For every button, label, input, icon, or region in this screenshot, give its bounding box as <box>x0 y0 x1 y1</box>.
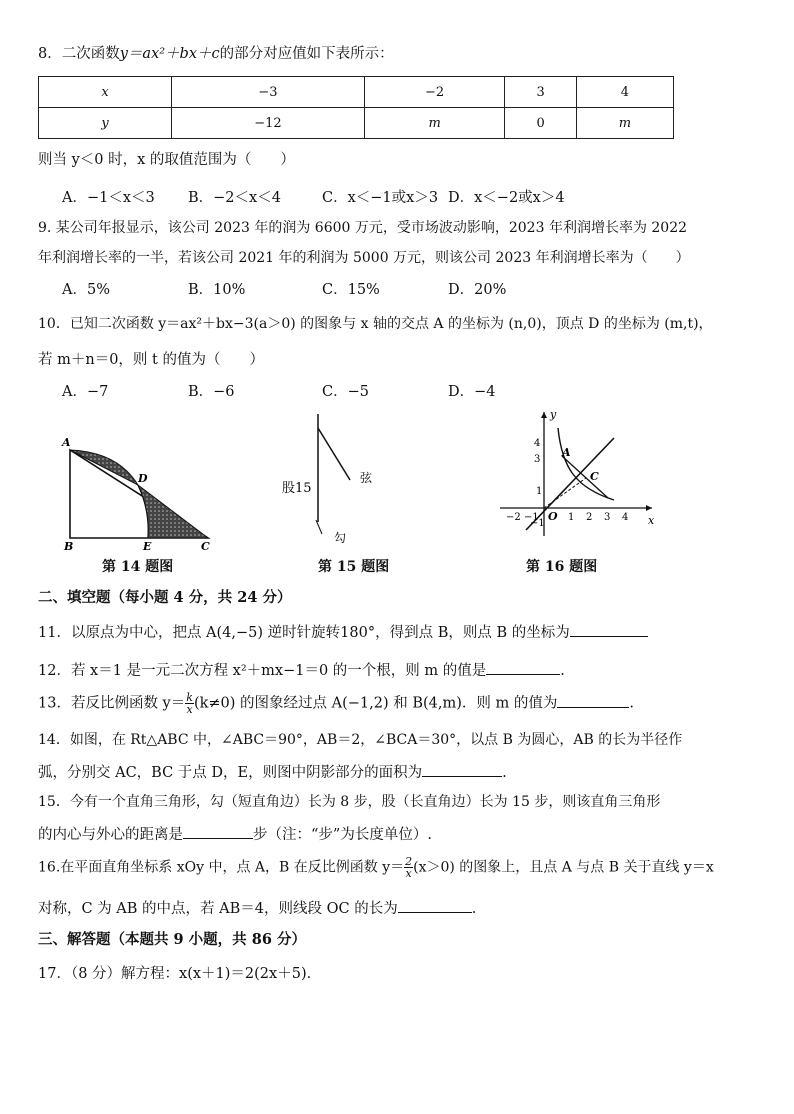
fig15-caption: 第 15 题图 <box>318 559 390 575</box>
q11-answer-blank[interactable] <box>570 622 648 637</box>
label-b: B <box>64 540 74 550</box>
q15-line1: 15．今有一个直角三角形，勾（短直角边）长为 8 步，股（长直角边）长为 15 步，则该直角三角形 <box>38 794 661 810</box>
fig16-caption: 第 16 题图 <box>526 559 598 575</box>
table-cell: 0 <box>505 108 576 139</box>
q12 <box>38 660 565 681</box>
label-x: x <box>648 514 655 527</box>
q14-line1: 14．如图，在 Rt△ABC 中，∠ABC＝90°，AB＝2，∠BCA＝30°，以点 B 为圆心，AB 的长为半径作 <box>38 732 683 748</box>
tick-y-3: 3 <box>534 454 541 465</box>
section-3-title: 三、解答题（本题共 9 小题，共 86 分） <box>38 931 306 948</box>
table-cell: −12 <box>172 108 365 139</box>
table-cell: x <box>39 77 172 108</box>
q9-option-d: D．20% <box>448 282 507 298</box>
tick-y-1: 1 <box>536 486 543 497</box>
shaded-region-top <box>70 450 138 485</box>
q10-option-a: A．−7 <box>62 384 109 400</box>
q9-option-c: C．15% <box>322 282 380 298</box>
q15-line2 <box>38 824 432 845</box>
label-d: D <box>138 472 148 485</box>
q9-option-a: A．5% <box>62 282 110 298</box>
fraction-denominator: x <box>186 703 193 716</box>
table-row <box>39 108 674 139</box>
q13 <box>38 692 634 715</box>
tick-x-4: 4 <box>622 512 629 523</box>
hyperbola-curve <box>558 428 614 500</box>
y-axis-arrow-icon <box>541 412 547 418</box>
q11 <box>38 622 648 643</box>
q8-stem-text-2: 的部分对应值如下表所示： <box>219 46 394 62</box>
label-gou: 勾 <box>334 531 347 545</box>
q8-option-c: C．x＜−1或x＞3 <box>322 190 439 206</box>
q13-fraction <box>185 692 194 715</box>
table-row <box>39 77 674 108</box>
q16-line2 <box>38 898 476 919</box>
table-cell: m <box>364 108 505 139</box>
label-a: A <box>62 436 71 449</box>
fig14-caption: 第 14 题图 <box>102 559 174 575</box>
segment-ab <box>562 456 608 498</box>
figure-14 <box>58 430 218 550</box>
q16-text-3: 对称，C 为 AB 的中点，若 AB＝4，则线段 OC 的长为 <box>38 901 398 917</box>
table-cell: y <box>39 108 172 139</box>
table-cell: m <box>576 108 673 139</box>
table-cell: 4 <box>576 77 673 108</box>
q8-question: 则当 y＜0 时，x 的取值范围为（ ） <box>38 152 295 168</box>
label-e: E <box>143 540 152 550</box>
figure-16 <box>496 408 660 538</box>
table-cell: −2 <box>364 77 505 108</box>
tick-y-4: 4 <box>534 438 541 449</box>
fraction-denominator: x <box>405 867 412 880</box>
q9-line1: 9. 某公司年报显示，该公司 2023 年的润为 6600 万元，受市场波动影响，2023 年利润增长率为 2022 <box>38 220 688 236</box>
q11-text: 11．以原点为中心，把点 A(4,−5) 逆时针旋转180°，得到点 B，则点 B 的坐标为 <box>38 625 570 641</box>
hypotenuse <box>318 428 350 480</box>
q10-line2: 若 m＋n＝0，则 t 的值为（ ） <box>38 352 264 368</box>
tick-x-neg2: −2 <box>506 512 521 523</box>
tick-x-1: 1 <box>568 512 575 523</box>
q12-text: 12．若 x＝1 是一元二次方程 x²＋mx−1＝0 的一个根，则 m 的值是 <box>38 663 487 679</box>
label-o: O <box>548 510 558 523</box>
q8-table <box>38 76 674 139</box>
q8-option-a: A．−1＜x＜3 <box>62 190 155 206</box>
tick-x-3: 3 <box>604 512 611 523</box>
q15-text: 的内心与外心的距离是 <box>38 827 183 843</box>
q16-period: . <box>471 901 477 917</box>
tick-x-2: 2 <box>586 512 593 523</box>
label-c: C <box>590 470 599 483</box>
tick-y-neg1: −1 <box>530 518 545 529</box>
x-axis-arrow-icon <box>646 505 652 511</box>
q16-text-2: (x＞0) 的图象上，且点 A 与点 B 关于直线 y＝x <box>413 859 714 876</box>
q9-option-b: B．10% <box>188 282 246 298</box>
q14-text: 弧，分别交 AC，BC 于点 D，E，则图中阴影部分的面积为 <box>38 765 423 781</box>
q13-answer-blank[interactable] <box>557 693 629 708</box>
q14-line2 <box>38 762 507 783</box>
bottom-tick <box>316 520 322 534</box>
q16-fraction <box>404 856 413 879</box>
figure-15 <box>278 410 388 550</box>
label-gu: 股15 <box>282 481 312 496</box>
q15-text-2: 步（注：“步”为长度单位）. <box>253 827 432 843</box>
q14-answer-blank[interactable] <box>422 762 502 777</box>
q10-option-c: C．−5 <box>322 384 369 400</box>
q17: 17．（8 分）解方程：x(x＋1)＝2(2x＋5)． <box>38 966 322 982</box>
shaded-region-bottom <box>138 485 208 538</box>
q16-answer-blank[interactable] <box>398 898 472 913</box>
q15-answer-blank[interactable] <box>183 824 253 839</box>
q13-text: 13．若反比例函数 y＝ <box>38 695 186 712</box>
fraction-numerator: k <box>186 691 193 704</box>
q10-option-b: B．−6 <box>188 384 235 400</box>
q8-option-b: B．−2＜x＜4 <box>188 190 281 206</box>
q13-text-2: (k≠0) 的图象经过点 A(−1,2) 和 B(4,m)．则 m 的值为 <box>193 695 558 712</box>
q12-answer-blank[interactable] <box>486 660 560 675</box>
section-2-title: 二、填空题（每小题 4 分，共 24 分） <box>38 589 292 606</box>
q8-stem <box>38 44 394 64</box>
q14-period: . <box>502 765 507 781</box>
fraction-numerator: 2 <box>405 855 413 868</box>
label-y: y <box>550 408 557 421</box>
tick-x-neg1: −1 <box>524 512 539 523</box>
q9-line2: 年利润增长率的一半，若该公司 2021 年的利润为 5000 万元，则该公司 2023 年利润增长率为（ ） <box>38 250 690 266</box>
q8-stem-text: 8．二次函数 <box>38 46 120 62</box>
table-cell: −3 <box>172 77 365 108</box>
q12-period: . <box>560 663 565 679</box>
table-cell: 3 <box>505 77 576 108</box>
q16-line1 <box>38 856 714 879</box>
q8-formula: y＝ax²＋bx＋c <box>119 46 220 62</box>
label-a: A <box>562 446 571 459</box>
q10-option-d: D．−4 <box>448 384 496 400</box>
q10-line1: 10．已知二次函数 y＝ax²＋bx−3(a＞0) 的图象与 x 轴的交点 A 的坐标为 (n,0)，顶点 D 的坐标为 (m,t)， <box>38 316 713 332</box>
label-xian: 弦 <box>360 471 373 485</box>
q13-period: . <box>629 695 634 712</box>
label-c: C <box>201 540 210 550</box>
q16-text: 16.在平面直角坐标系 xOy 中，点 A，B 在反比例函数 y＝ <box>38 859 405 876</box>
q8-option-d: D．x＜−2或x＞4 <box>448 190 565 206</box>
